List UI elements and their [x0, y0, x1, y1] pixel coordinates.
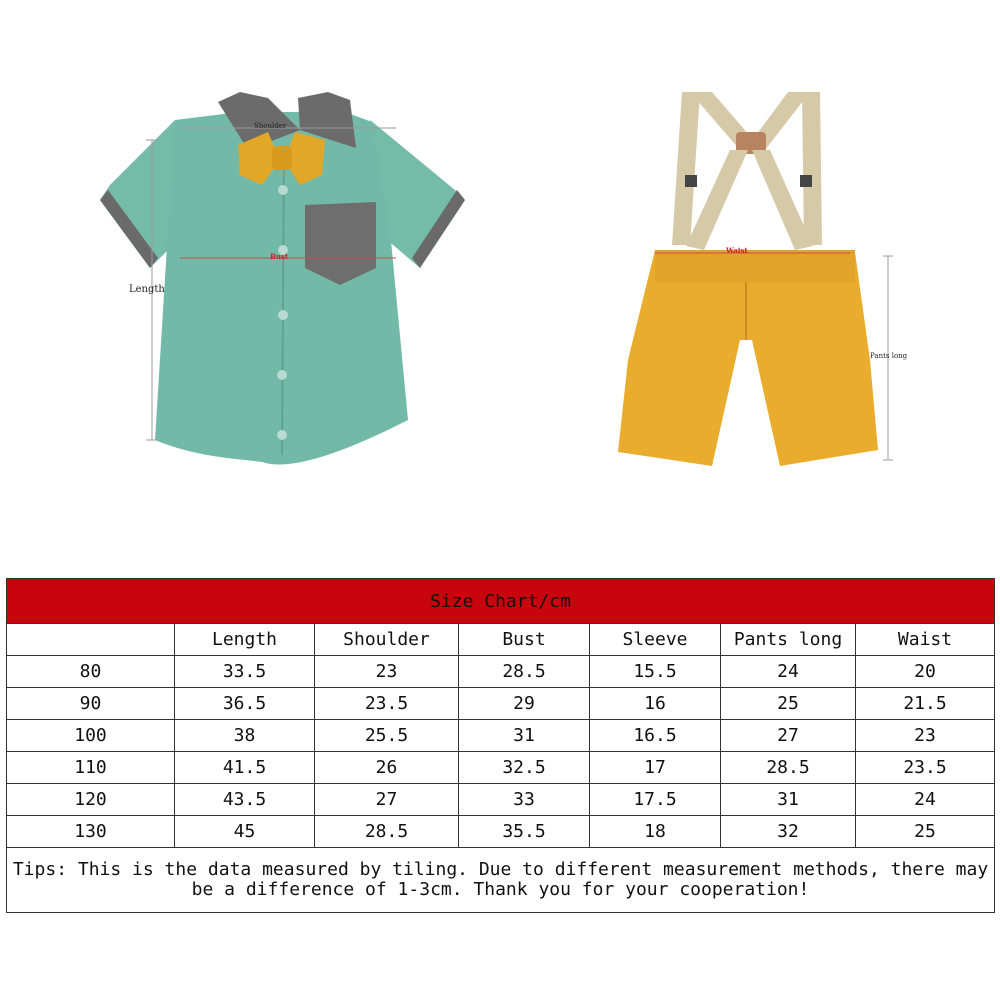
table-cell: 24 [721, 656, 856, 688]
size-chart-table [6, 578, 995, 913]
table-row [7, 784, 995, 816]
size-chart-title: Size Chart/cm [7, 579, 995, 624]
table-cell: 31 [721, 784, 856, 816]
table-cell: 120 [7, 784, 175, 816]
shirt-length-label: Length [129, 284, 165, 295]
table-cell: 17 [590, 752, 721, 784]
header-cell-sleeve: Sleeve [590, 624, 721, 656]
table-row [7, 720, 995, 752]
header-cell-length: Length [175, 624, 315, 656]
table-cell: 16 [590, 688, 721, 720]
table-cell: 41.5 [175, 752, 315, 784]
table-cell: 35.5 [459, 816, 590, 848]
tips-note: Tips: This is the data measured by tiling. Due to different measurement methods, there may be a difference of 1-3cm. Thank you for your cooperation! [7, 848, 995, 913]
table-cell: 23 [315, 656, 459, 688]
shorts-waist-label: Waist [726, 246, 748, 255]
table-row [7, 816, 995, 848]
table-cell: 90 [7, 688, 175, 720]
table-cell: 23 [856, 720, 995, 752]
table-cell: 26 [315, 752, 459, 784]
table-cell: 28.5 [315, 816, 459, 848]
table-cell: 27 [721, 720, 856, 752]
table-row [7, 656, 995, 688]
table-cell: 20 [856, 656, 995, 688]
header-cell-bust: Bust [459, 624, 590, 656]
table-cell: 130 [7, 816, 175, 848]
table-cell: 25.5 [315, 720, 459, 752]
header-cell-pants-long: Pants long [721, 624, 856, 656]
shorts-pants-long-label: Pants long [870, 352, 908, 360]
table-cell: 16.5 [590, 720, 721, 752]
table-row [7, 752, 995, 784]
table-cell: 38 [175, 720, 315, 752]
header-cell-size [7, 624, 175, 656]
table-cell: 18 [590, 816, 721, 848]
header-cell-shoulder: Shoulder [315, 624, 459, 656]
table-cell: 33.5 [175, 656, 315, 688]
shirt-bust-label: Bust [270, 252, 289, 261]
table-cell: 24 [856, 784, 995, 816]
table-cell: 32 [721, 816, 856, 848]
table-cell: 25 [721, 688, 856, 720]
shirt-image [100, 92, 465, 464]
table-cell: 29 [459, 688, 590, 720]
table-cell: 15.5 [590, 656, 721, 688]
header-cell-waist: Waist [856, 624, 995, 656]
table-cell: 23.5 [315, 688, 459, 720]
shirt-shoulder-label: Shoulder [254, 122, 287, 130]
table-cell: 17.5 [590, 784, 721, 816]
table-cell: 31 [459, 720, 590, 752]
table-cell: 45 [175, 816, 315, 848]
table-cell: 36.5 [175, 688, 315, 720]
table-cell: 110 [7, 752, 175, 784]
table-cell: 25 [856, 816, 995, 848]
table-cell: 27 [315, 784, 459, 816]
table-cell: 21.5 [856, 688, 995, 720]
table-cell: 28.5 [459, 656, 590, 688]
table-row [7, 688, 995, 720]
header-row [7, 624, 995, 656]
table-cell: 80 [7, 656, 175, 688]
table-cell: 23.5 [856, 752, 995, 784]
shorts-image [618, 92, 893, 466]
table-cell: 33 [459, 784, 590, 816]
table-cell: 100 [7, 720, 175, 752]
table-cell: 32.5 [459, 752, 590, 784]
table-cell: 28.5 [721, 752, 856, 784]
table-cell: 43.5 [175, 784, 315, 816]
